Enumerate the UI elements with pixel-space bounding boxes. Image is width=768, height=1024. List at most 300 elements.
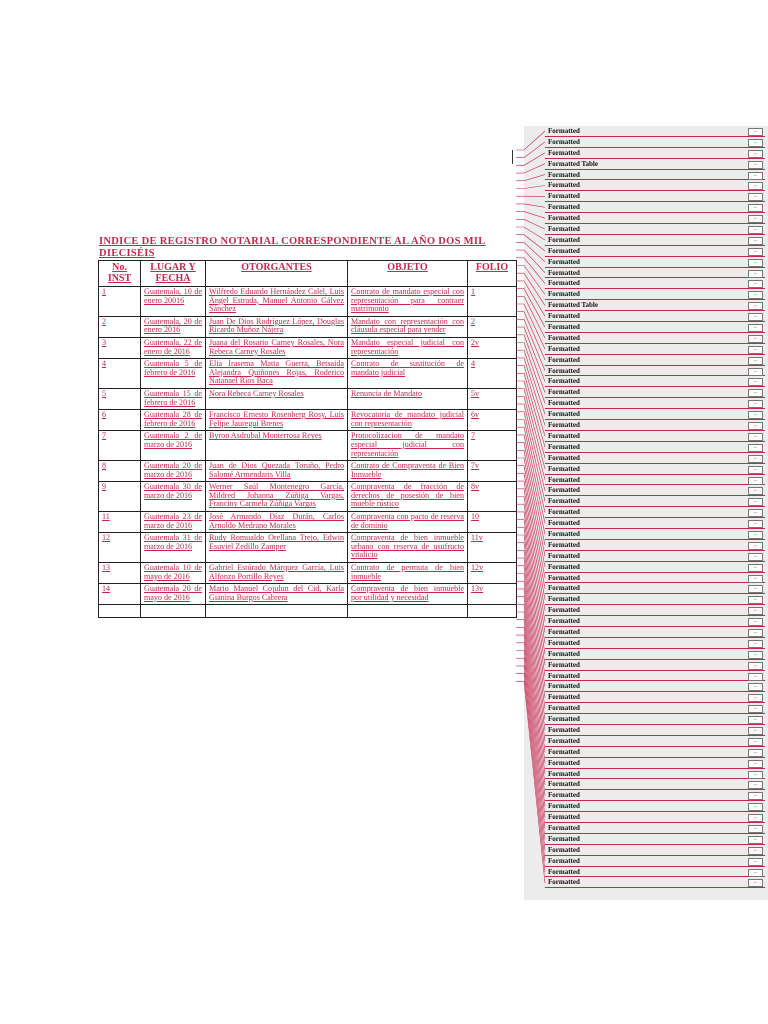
balloon-more-button[interactable]: ...: [748, 346, 763, 354]
balloon-label: Formatted: [548, 649, 580, 658]
balloon-label: Formatted: [548, 791, 580, 800]
balloon-more-button[interactable]: ...: [748, 640, 763, 648]
balloon-label: Formatted: [548, 486, 580, 495]
formatted-balloon[interactable]: [545, 769, 765, 780]
cell-object: Compraventa con pacto de reserva de dominio: [348, 512, 468, 533]
formatted-balloon[interactable]: [545, 322, 765, 333]
balloon-more-button[interactable]: ...: [748, 422, 763, 430]
formatted-balloon[interactable]: [545, 551, 765, 562]
balloon-more-button[interactable]: ...: [748, 716, 763, 724]
cell-grantors: Elia Irasema Matta Guerra, Betsaida Alejandra Quiñones Rojas, Roderico Natanael Ríos Baca: [206, 359, 348, 389]
balloon-more-button[interactable]: ...: [748, 161, 763, 169]
table-row: [99, 316, 517, 337]
cell-folio: 10: [468, 512, 517, 533]
balloon-more-button[interactable]: ...: [748, 270, 763, 278]
balloon-more-button[interactable]: ...: [748, 378, 763, 386]
balloon-more-button[interactable]: ...: [748, 259, 763, 267]
header-place: LUGAR Y FECHA: [141, 261, 206, 287]
balloon-more-button[interactable]: ...: [748, 564, 763, 572]
formatted-balloon[interactable]: [545, 213, 765, 224]
balloon-label: Formatted: [548, 192, 580, 201]
formatted-balloon[interactable]: [545, 224, 765, 235]
formatted-balloon[interactable]: [545, 823, 765, 834]
balloon-more-button[interactable]: ...: [748, 433, 763, 441]
table-row: [99, 410, 517, 431]
cell-num: 4: [99, 359, 141, 389]
balloon-label: Formatted: [548, 137, 580, 146]
balloon-label: Formatted: [548, 715, 580, 724]
formatted-balloon[interactable]: [545, 671, 765, 682]
cell-empty: [348, 605, 468, 618]
balloon-label: Formatted: [548, 595, 580, 604]
cell-empty: [206, 605, 348, 618]
balloon-label: Formatted: [548, 464, 580, 473]
formatted-balloon[interactable]: [545, 877, 765, 888]
cell-empty: [141, 605, 206, 618]
formatted-balloon[interactable]: [545, 387, 765, 398]
header-object: OBJETO: [348, 261, 468, 287]
cell-folio: 11v: [468, 533, 517, 563]
formatted-balloon[interactable]: [545, 453, 765, 464]
balloon-more-button[interactable]: ...: [748, 575, 763, 583]
cell-place: Guatemala, 10 de enero 20016: [141, 287, 206, 317]
cell-object: Mandato con representación con cláusula especial para vender: [348, 316, 468, 337]
cell-object: Renuncia de Mandato: [348, 388, 468, 409]
balloon-label: Formatted: [548, 813, 580, 822]
cell-folio: 2: [468, 316, 517, 337]
balloon-more-button[interactable]: ...: [748, 291, 763, 299]
balloon-label: Formatted: [548, 573, 580, 582]
formatted-balloon[interactable]: [545, 376, 765, 387]
balloon-more-button[interactable]: ...: [748, 172, 763, 180]
cell-num: 14: [99, 584, 141, 605]
table-row: [99, 359, 517, 389]
cell-grantors: Francisco Ernesto Rosenberg Rosy, Luis Felipe Jauregui Brenes: [206, 410, 348, 431]
balloon-label: Formatted: [548, 834, 580, 843]
balloon-label: Formatted: [548, 878, 580, 887]
comment-balloons: [545, 126, 765, 888]
formatted-balloon[interactable]: [545, 747, 765, 758]
cell-place: Guatemala 28 de febrero de 2016: [141, 410, 206, 431]
balloon-label: Formatted: [548, 540, 580, 549]
balloon-more-button[interactable]: ...: [748, 738, 763, 746]
cell-folio: 13v: [468, 584, 517, 605]
balloon-more-button[interactable]: ...: [748, 477, 763, 485]
notarial-register-table: [98, 260, 517, 618]
cell-grantors: Juan De Dios Rodríguez López, Douglas Ricardo Muñoz Nájera: [206, 316, 348, 337]
formatted-balloon[interactable]: [545, 235, 765, 246]
cell-folio: 4: [468, 359, 517, 389]
table-row: [99, 431, 517, 461]
formatted-balloon[interactable]: [545, 300, 765, 311]
cell-place: Guatemala 20 de marzo de 2016: [141, 461, 206, 482]
formatted-balloon[interactable]: [545, 126, 765, 137]
balloon-label: Formatted: [548, 660, 580, 669]
balloon-label: Formatted: [548, 638, 580, 647]
balloon-more-button[interactable]: ...: [748, 607, 763, 615]
formatted-balloon[interactable]: [545, 692, 765, 703]
balloon-more-button[interactable]: ...: [748, 553, 763, 561]
balloon-label: Formatted: [548, 475, 580, 484]
formatted-balloon[interactable]: [545, 464, 765, 475]
formatted-balloon[interactable]: [545, 573, 765, 584]
header-folio: FOLIO: [468, 261, 517, 287]
formatted-balloon[interactable]: [545, 681, 765, 692]
balloon-label: Formatted: [548, 410, 580, 419]
cell-grantors: Rudy Romualdo Orellana Trejo, Edwin Esuviel Zedillo Zamper: [206, 533, 348, 563]
table-row: [99, 482, 517, 512]
balloon-more-button[interactable]: ...: [748, 248, 763, 256]
balloon-more-button[interactable]: ...: [748, 389, 763, 397]
formatted-balloon[interactable]: [545, 333, 765, 344]
balloon-label: Formatted: [548, 225, 580, 234]
cell-place: Guatemala 23 de marzo de 2016: [141, 512, 206, 533]
formatted-balloon[interactable]: [545, 638, 765, 649]
formatted-balloon[interactable]: [545, 355, 765, 366]
cell-folio: 7: [468, 431, 517, 461]
cell-place: Guatemala, 22 de enero de 2016: [141, 337, 206, 358]
balloon-more-button[interactable]: ...: [748, 204, 763, 212]
formatted-balloon[interactable]: [545, 409, 765, 420]
balloon-label: Formatted: [548, 736, 580, 745]
balloon-label: Formatted: [548, 562, 580, 571]
balloon-label: Formatted: [548, 312, 580, 321]
cell-folio: 2v: [468, 337, 517, 358]
balloon-label: Formatted: [548, 682, 580, 691]
formatted-balloon[interactable]: [545, 170, 765, 181]
formatted-balloon[interactable]: [545, 442, 765, 453]
balloon-more-button[interactable]: ...: [748, 792, 763, 800]
formatted-balloon[interactable]: [545, 725, 765, 736]
cell-object: Protocolizacion de mandato especial judicial con representación: [348, 431, 468, 461]
balloon-label: Formatted: [548, 431, 580, 440]
balloon-label: Formatted: [548, 442, 580, 451]
balloon-label: Formatted: [548, 257, 580, 266]
balloon-more-button[interactable]: ...: [748, 618, 763, 626]
formatted-balloon[interactable]: [545, 583, 765, 594]
formatted-balloon[interactable]: [545, 485, 765, 496]
cell-place: Guatemala 2 de marzo de 2016: [141, 431, 206, 461]
formatted-balloon[interactable]: [545, 660, 765, 671]
formatted-balloon[interactable]: [545, 257, 765, 268]
cell-grantors: Byron Asdrubal Monterrosa Reyes: [206, 431, 348, 461]
table-row-empty: [99, 605, 517, 618]
formatted-balloon[interactable]: [545, 845, 765, 856]
balloon-label: Formatted: [548, 551, 580, 560]
cell-grantors: Gabriel Estúrado Márquez García, Luis Alfonzo Portillo Reyes: [206, 563, 348, 584]
balloon-more-button[interactable]: ...: [748, 226, 763, 234]
balloon-more-button[interactable]: ...: [748, 444, 763, 452]
table-row: [99, 533, 517, 563]
balloon-more-button[interactable]: ...: [748, 585, 763, 593]
balloon-label: Formatted: [548, 181, 580, 190]
balloon-more-button[interactable]: ...: [748, 498, 763, 506]
cell-place: Guatemala 31 de marzo de 2016: [141, 533, 206, 563]
cell-object: Compraventa de bien inmueble urbano con reserva de usufructo vitalicio: [348, 533, 468, 563]
cell-empty: [468, 605, 517, 618]
formatted-balloon[interactable]: [545, 475, 765, 486]
cell-object: Revocatoria de mandato judicial con representación: [348, 410, 468, 431]
table-row: [99, 388, 517, 409]
cell-grantors: Wilfredo Eduardo Hernández Calel, Luis Ángel Estrada, Manuel Antonio Gálvez Sánchez: [206, 287, 348, 317]
formatted-balloon[interactable]: [545, 268, 765, 279]
balloon-more-button[interactable]: ...: [748, 520, 763, 528]
formatted-balloon[interactable]: [545, 812, 765, 823]
cell-num: 9: [99, 482, 141, 512]
cell-grantors: Werner Saúl Montenegro García, Mildred Johanna Zúñiga Vargas, Franciny Carmela Zúñiga Vargas: [206, 482, 348, 512]
balloon-label: Formatted: [548, 758, 580, 767]
balloon-label: Formatted: [548, 529, 580, 538]
cell-place: Guatemala 5 de febrero de 2016: [141, 359, 206, 389]
formatted-balloon[interactable]: [545, 420, 765, 431]
balloon-more-button[interactable]: ...: [748, 150, 763, 158]
formatted-balloon[interactable]: [545, 605, 765, 616]
balloon-more-button[interactable]: ...: [748, 193, 763, 201]
balloon-more-button[interactable]: ...: [748, 879, 763, 887]
balloon-more-button[interactable]: ...: [748, 683, 763, 691]
balloon-more-button[interactable]: ...: [748, 847, 763, 855]
cell-num: 6: [99, 410, 141, 431]
cell-num: 5: [99, 388, 141, 409]
balloon-more-button[interactable]: ...: [748, 673, 763, 681]
formatted-balloon[interactable]: [545, 594, 765, 605]
balloon-label: Formatted: [548, 769, 580, 778]
balloon-more-button[interactable]: ...: [748, 324, 763, 332]
table-row: [99, 337, 517, 358]
balloon-label: Formatted: [548, 170, 580, 179]
balloon-more-button[interactable]: ...: [748, 368, 763, 376]
balloon-more-button[interactable]: ...: [748, 215, 763, 223]
cell-num: 13: [99, 563, 141, 584]
balloon-label: Formatted: [548, 246, 580, 255]
balloon-more-button[interactable]: ...: [748, 869, 763, 877]
balloon-more-button[interactable]: ...: [748, 836, 763, 844]
balloon-label: Formatted: [548, 671, 580, 680]
cell-empty: [99, 605, 141, 618]
formatted-balloon[interactable]: [545, 801, 765, 812]
balloon-label: Formatted: [548, 268, 580, 277]
header-grantors: OTORGANTES: [206, 261, 348, 287]
balloon-label: Formatted: [548, 323, 580, 332]
balloon-more-button[interactable]: ...: [748, 509, 763, 517]
formatted-balloon[interactable]: [545, 344, 765, 355]
cell-num: 8: [99, 461, 141, 482]
cell-object: Contrato de sustitución de mandato judicial: [348, 359, 468, 389]
cell-num: 2: [99, 316, 141, 337]
cell-folio: 12v: [468, 563, 517, 584]
cell-place: Guatemala 30 de marzo de 2016: [141, 482, 206, 512]
balloon-label: Formatted: [548, 584, 580, 593]
formatted-balloon[interactable]: [545, 649, 765, 660]
cell-grantors: Juana del Rosario Carney Rosales, Nora Rebeca Carney Rosales: [206, 337, 348, 358]
cell-object: Contrato de permuta de bien inmueble: [348, 563, 468, 584]
balloon-label: Formatted: [548, 377, 580, 386]
balloon-more-button[interactable]: ...: [748, 531, 763, 539]
balloon-label: Formatted Table: [548, 159, 598, 168]
table-row: [99, 287, 517, 317]
balloon-more-button[interactable]: ...: [748, 629, 763, 637]
cell-num: 1: [99, 287, 141, 317]
balloon-more-button[interactable]: ...: [748, 466, 763, 474]
balloon-label: Formatted: [548, 279, 580, 288]
cell-object: Compraventa de bien inmueble por utilidad y necesidad: [348, 584, 468, 605]
balloon-label: Formatted: [548, 519, 580, 528]
balloon-label: Formatted: [548, 453, 580, 462]
formatted-balloon[interactable]: [545, 289, 765, 300]
formatted-balloon[interactable]: [545, 627, 765, 638]
cell-place: Guatemala 10 de mayo de 2016: [141, 563, 206, 584]
formatted-balloon[interactable]: [545, 366, 765, 377]
balloon-label: Formatted: [548, 725, 580, 734]
formatted-balloon[interactable]: [545, 867, 765, 878]
balloon-label: Formatted: [548, 127, 580, 135]
cell-grantors: José Armando Díaz Durán, Carlos Arnoldo Medrano Morales: [206, 512, 348, 533]
cell-object: Mandato especial judicial con representación: [348, 337, 468, 358]
formatted-balloon[interactable]: [545, 311, 765, 322]
balloon-label: Formatted: [548, 856, 580, 865]
formatted-balloon[interactable]: [545, 191, 765, 202]
balloon-more-button[interactable]: ...: [748, 411, 763, 419]
cell-grantors: Nora Rebeca Carney Rosales: [206, 388, 348, 409]
balloon-more-button[interactable]: ...: [748, 727, 763, 735]
cell-num: 7: [99, 431, 141, 461]
balloon-more-button[interactable]: ...: [748, 335, 763, 343]
cell-object: Contrato de mandato especial con representación para contraer matrimonio: [348, 287, 468, 317]
formatted-balloon[interactable]: [545, 148, 765, 159]
cell-num: 11: [99, 512, 141, 533]
balloon-label: Formatted: [548, 290, 580, 299]
formatted-balloon[interactable]: [545, 834, 765, 845]
formatted-balloon[interactable]: [545, 180, 765, 191]
balloon-label: Formatted: [548, 606, 580, 615]
balloon-more-button[interactable]: ...: [748, 749, 763, 757]
cell-folio: 8v: [468, 482, 517, 512]
cell-place: Guatemala 20 de mayo de 2016: [141, 584, 206, 605]
balloon-label: Formatted Table: [548, 301, 598, 310]
balloon-label: Formatted: [548, 344, 580, 353]
balloon-more-button[interactable]: ...: [748, 280, 763, 288]
formatted-balloon[interactable]: [545, 137, 765, 148]
balloon-label: Formatted: [548, 867, 580, 876]
table-row: [99, 584, 517, 605]
balloon-label: Formatted: [548, 388, 580, 397]
cell-folio: 6v: [468, 410, 517, 431]
balloon-label: Formatted: [548, 497, 580, 506]
balloon-more-button[interactable]: ...: [748, 760, 763, 768]
formatted-balloon[interactable]: [545, 540, 765, 551]
balloon-more-button[interactable]: ...: [748, 705, 763, 713]
balloon-more-button[interactable]: ...: [748, 357, 763, 365]
cell-grantors: Juan de Dios Quezada Toruño, Pedro Salomé Armendaris Villa: [206, 461, 348, 482]
formatted-balloon[interactable]: [545, 790, 765, 801]
formatted-balloon[interactable]: [545, 758, 765, 769]
formatted-balloon[interactable]: [545, 246, 765, 257]
balloon-label: Formatted: [548, 802, 580, 811]
table-row: [99, 461, 517, 482]
balloon-label: Formatted: [548, 366, 580, 375]
balloon-label: Formatted: [548, 627, 580, 636]
balloon-more-button[interactable]: ...: [748, 651, 763, 659]
formatted-balloon[interactable]: [545, 518, 765, 529]
balloon-more-button[interactable]: ...: [748, 313, 763, 321]
balloon-label: Formatted: [548, 399, 580, 408]
formatted-balloon[interactable]: [545, 507, 765, 518]
balloon-more-button[interactable]: ...: [748, 771, 763, 779]
balloon-label: Formatted: [548, 747, 580, 756]
text-cursor: [512, 150, 513, 164]
cell-num: 3: [99, 337, 141, 358]
formatted-balloon[interactable]: [545, 278, 765, 289]
balloon-more-button[interactable]: ...: [748, 139, 763, 147]
formatted-balloon[interactable]: [545, 529, 765, 540]
formatted-balloon[interactable]: [545, 398, 765, 409]
formatted-balloon[interactable]: [545, 159, 765, 170]
balloon-more-button[interactable]: ...: [748, 858, 763, 866]
balloon-more-button[interactable]: ...: [748, 237, 763, 245]
balloon-label: Formatted: [548, 333, 580, 342]
balloon-more-button[interactable]: ...: [748, 596, 763, 604]
balloon-more-button[interactable]: ...: [748, 302, 763, 310]
balloon-label: Formatted: [548, 508, 580, 517]
balloon-label: Formatted: [548, 617, 580, 626]
formatted-balloon[interactable]: [545, 736, 765, 747]
cell-grantors: Mario Manuel Cojulun del Cid, Karla Gianina Burgos Cabrera: [206, 584, 348, 605]
cell-folio: 5v: [468, 388, 517, 409]
balloon-more-button[interactable]: ...: [748, 487, 763, 495]
formatted-balloon[interactable]: [545, 714, 765, 725]
balloon-label: Formatted: [548, 824, 580, 832]
cell-folio: 1: [468, 287, 517, 317]
balloon-more-button[interactable]: ...: [748, 400, 763, 408]
formatted-balloon[interactable]: [545, 562, 765, 573]
formatted-balloon[interactable]: [545, 616, 765, 627]
cell-place: Guatemala, 20 de enero 2016: [141, 316, 206, 337]
formatted-balloon[interactable]: [545, 496, 765, 507]
balloon-more-button[interactable]: ...: [748, 814, 763, 822]
balloon-label: Formatted: [548, 780, 580, 789]
balloon-label: Formatted: [548, 148, 580, 157]
table-header-row: [99, 261, 517, 287]
balloon-more-button[interactable]: ...: [748, 781, 763, 789]
header-num: No. INST: [99, 261, 141, 287]
balloon-label: Formatted: [548, 214, 580, 223]
cell-num: 12: [99, 533, 141, 563]
balloon-more-button[interactable]: ...: [748, 128, 763, 136]
document-title: INDICE DE REGISTRO NOTARIAL CORRESPONDIENTE AL AÑO DOS MIL DIECISÉIS: [99, 236, 486, 259]
balloon-more-button[interactable]: ...: [748, 455, 763, 463]
table-body: [99, 287, 517, 618]
balloon-more-button[interactable]: ...: [748, 662, 763, 670]
balloon-more-button[interactable]: ...: [748, 694, 763, 702]
formatted-balloon[interactable]: [545, 703, 765, 714]
formatted-balloon[interactable]: [545, 856, 765, 867]
balloon-label: Formatted: [548, 704, 580, 713]
balloon-label: Formatted: [548, 693, 580, 702]
formatted-balloon[interactable]: [545, 431, 765, 442]
cell-object: Contrato de Compraventa de Bien Inmueble: [348, 461, 468, 482]
balloon-more-button[interactable]: ...: [748, 825, 763, 833]
formatted-balloon[interactable]: [545, 202, 765, 213]
balloon-more-button[interactable]: ...: [748, 542, 763, 550]
formatted-balloon[interactable]: [545, 779, 765, 790]
balloon-more-button[interactable]: ...: [748, 182, 763, 190]
cell-folio: 7v: [468, 461, 517, 482]
table-row: [99, 512, 517, 533]
balloon-more-button[interactable]: ...: [748, 803, 763, 811]
balloon-label: Formatted: [548, 235, 580, 244]
table-row: [99, 563, 517, 584]
balloon-label: Formatted: [548, 845, 580, 854]
